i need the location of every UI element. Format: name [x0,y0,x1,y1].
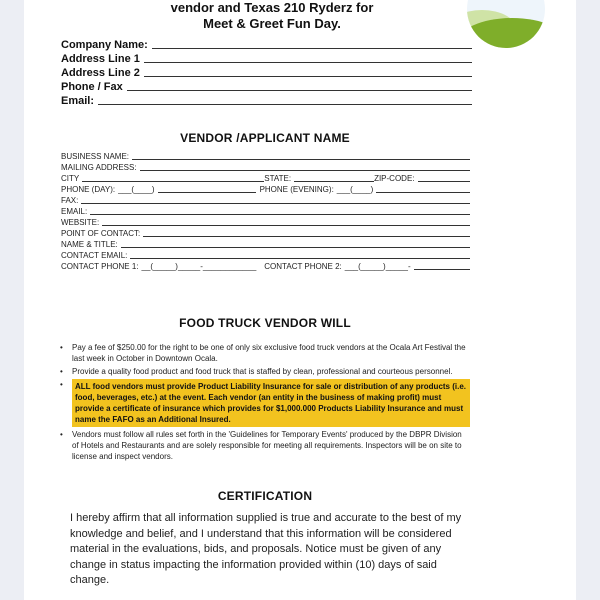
name-title-label: NAME & TITLE: [61,240,118,249]
phone-fax-line[interactable] [127,90,472,91]
city-line[interactable] [82,181,264,182]
zip-label: ZIP-CODE: [374,174,415,183]
bullet-text: Provide a quality food product and food truck that is staffed by clean, professional and courteous personnel. [72,367,453,376]
phone-fax-row[interactable] [61,79,472,93]
contact-phone2-blank[interactable]: ___(_____)_____- [344,262,411,271]
email-label: Email: [61,95,95,107]
bullet-dot-icon: • [60,367,63,376]
email-line[interactable] [98,104,472,105]
phone-day-blank[interactable]: ___(____) [118,185,155,194]
list-item [60,429,470,462]
bullet-dot-icon: • [60,430,63,439]
point-of-contact-label: POINT OF CONTACT: [61,229,141,238]
contact-phone1-label: CONTACT PHONE 1: [61,262,139,271]
company-name-line[interactable] [152,48,472,49]
address-line2-label: Address Line 2 [61,67,140,79]
phone-evening-blank[interactable]: ___(____) [336,185,374,194]
mailing-address-line[interactable] [140,170,470,171]
food-truck-bullets [60,342,470,464]
city-state-zip-row[interactable] [61,172,470,183]
address-line1-row[interactable] [61,51,472,65]
phone-day-line[interactable] [158,192,256,193]
bullet-dot-icon: • [60,343,63,352]
contact-phone1-blank[interactable]: __(_____)_____-____________ [141,262,257,271]
list-item-highlighted [60,379,470,427]
address-line2-line[interactable] [144,76,472,77]
company-name-row[interactable] [61,37,472,51]
title-line-2: Meet & Greet Fun Day. [203,16,341,31]
fax-line[interactable] [81,203,470,204]
list-item [60,342,470,364]
phone-evening-line[interactable] [376,192,470,193]
name-title-line[interactable] [121,247,470,248]
company-fields [61,37,472,107]
phone-row[interactable] [61,183,470,194]
contact-email-label: CONTACT EMAIL: [61,251,128,260]
company-name-label: Company Name: [61,39,148,51]
phone-evening-label: PHONE (EVENING): [259,185,334,194]
point-of-contact-row[interactable] [61,227,470,238]
contact-email-row[interactable] [61,249,470,260]
mailing-address-row[interactable] [61,161,470,172]
zip-line[interactable] [418,181,470,182]
vendor-email-line[interactable] [90,214,470,215]
vendor-fields [61,150,470,271]
address-line1-line[interactable] [144,62,472,63]
insurance-highlight-text: ALL food vendors must provide Product Liability Insurance for sale or distribution of any products (i.e. food, beverages, etc.) at the event. Each vendor (an entity in the business of making profit) must provide a certificate of insurance which provides for $1,000.000 Products Liability Insurance and must name the FAFO as an Additional Insured. [72,379,470,427]
food-truck-heading: FOOD TRUCK VENDOR WILL [179,316,351,330]
title-line-1: vendor and Texas 210 Ryderz for [170,0,374,15]
bullet-text: Vendors must follow all rules set forth in the 'Guidelines for Temporary Events' produced by the DBPR Division of Hotels and Restaurants and are solely responsible for meeting all requirements. Inspectors will be on site to license and inspect vendors. [72,430,462,461]
certification-text: I hereby affirm that all information supplied is true and accurate to the best of my knowledge and belief, and I understand that this information will be considered material in the evaluations, bids, and proposals. Notice must be given of any change in status impacting the information provided within (10) days of said change. [70,512,462,586]
address-line1-label: Address Line 1 [61,53,140,65]
email-row[interactable] [61,93,472,107]
bullet-dot-icon: • [60,380,63,389]
fax-label: FAX: [61,196,79,205]
contact-phone2-label: CONTACT PHONE 2: [264,262,342,271]
vendor-email-row[interactable] [61,205,470,216]
list-item [60,366,470,377]
contact-phone2-line[interactable] [414,269,470,270]
business-name-line[interactable] [132,159,470,160]
vendor-heading: VENDOR /APPLICANT NAME [180,131,350,145]
bullet-text: Pay a fee of $250.00 for the right to be one of only six exclusive food truck vendors at the Ocala Art Festival the last week in October in Downtown Ocala. [72,343,466,363]
certification-heading: CERTIFICATION [217,489,313,503]
contact-phones-row[interactable] [61,260,470,271]
phone-fax-label: Phone / Fax [61,81,123,93]
point-of-contact-line[interactable] [143,236,470,237]
state-line[interactable] [294,181,374,182]
name-title-row[interactable] [61,238,470,249]
website-label: WEBSITE: [61,218,100,227]
mailing-address-label: MAILING ADDRESS: [61,163,137,172]
address-line2-row[interactable] [61,65,472,79]
business-name-label: BUSINESS NAME: [61,152,130,161]
city-label: CITY [61,174,80,183]
document-page [24,0,576,600]
state-label: STATE: [264,174,292,183]
contact-email-line[interactable] [130,258,470,259]
phone-day-label: PHONE (DAY): [61,185,116,194]
website-line[interactable] [102,225,470,226]
vendor-email-label: EMAIL: [61,207,88,216]
business-name-row[interactable] [61,150,470,161]
fax-row[interactable] [61,194,470,205]
website-row[interactable] [61,216,470,227]
